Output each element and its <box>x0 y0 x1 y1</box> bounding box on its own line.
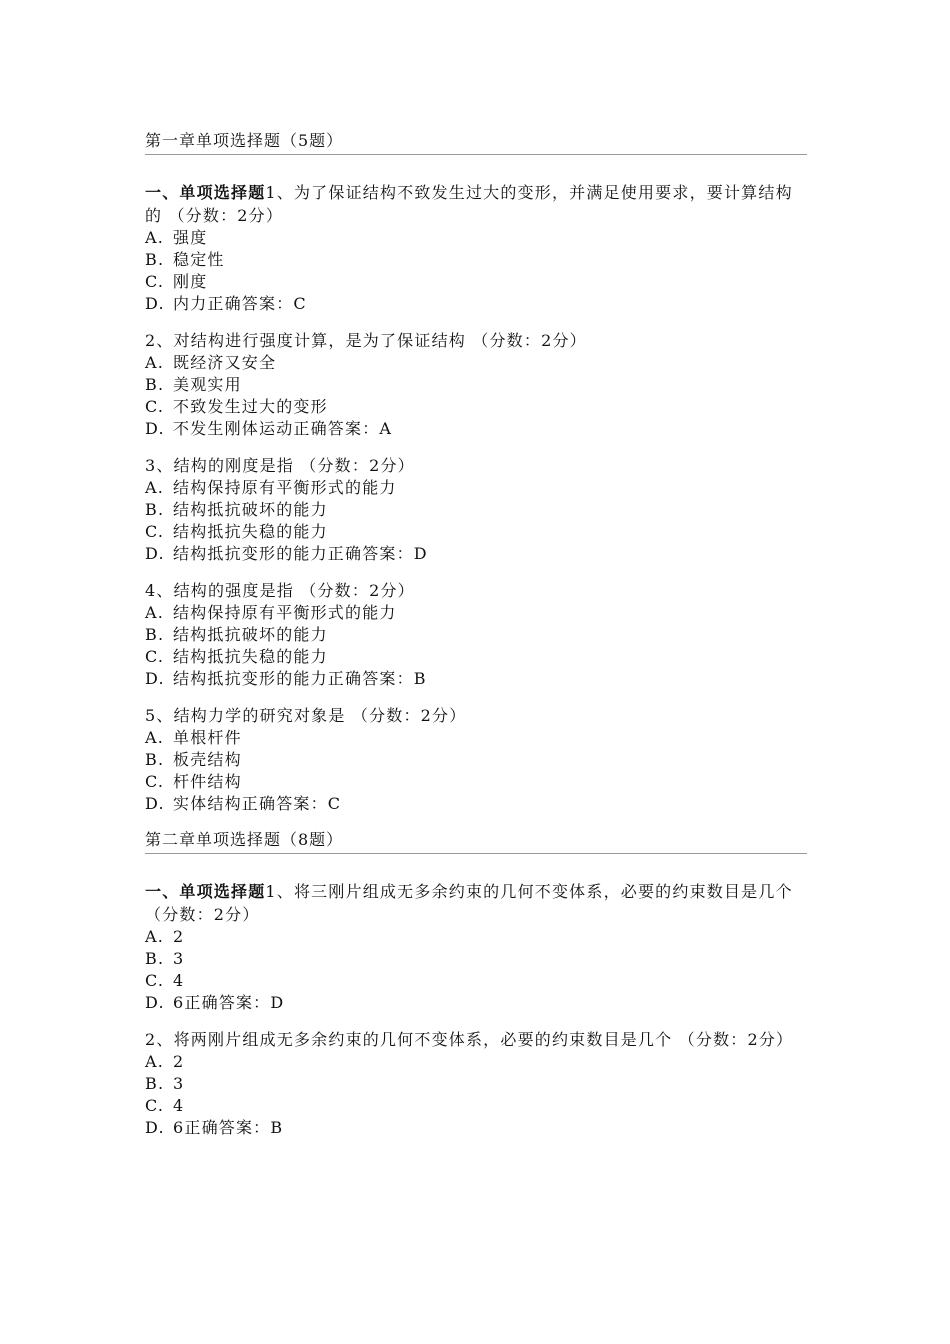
option-letter: D. <box>145 419 165 438</box>
option-letter: B. <box>145 625 165 644</box>
option-letter: A. <box>145 228 165 247</box>
option-text: 结构抵抗变形的能力正确答案：B <box>173 669 427 688</box>
option-b <box>145 749 807 771</box>
chapter-2-title: 第二章单项选择题（8题） <box>145 829 807 854</box>
option-b <box>145 624 807 646</box>
question-block <box>145 880 807 1014</box>
option-b <box>145 374 807 396</box>
option-c <box>145 771 807 793</box>
option-text: 美观实用 <box>173 375 242 394</box>
option-text: 不发生刚体运动正确答案：A <box>173 419 393 438</box>
option-letter: A. <box>145 353 165 372</box>
option-text: 杆件结构 <box>173 772 242 791</box>
option-text: 结构保持原有平衡形式的能力 <box>173 603 397 622</box>
option-text: 6正确答案：B <box>173 1118 284 1137</box>
option-text: 结构抵抗失稳的能力 <box>173 647 328 666</box>
option-letter: C. <box>145 647 165 666</box>
option-text: 结构抵抗破坏的能力 <box>173 625 328 644</box>
option-text: 刚度 <box>173 272 208 291</box>
question-stem: 2、将两刚片组成无多余约束的几何不变体系，必要的约束数目是几个 （分数：2分） <box>145 1030 794 1049</box>
question-block <box>145 1028 807 1139</box>
question-block <box>145 329 807 440</box>
question-stem: 3、结构的刚度是指 （分数：2分） <box>145 456 415 475</box>
option-letter: A. <box>145 927 165 946</box>
question-block <box>145 704 807 815</box>
option-letter: B. <box>145 1074 165 1093</box>
question-block <box>145 454 807 565</box>
option-c <box>145 970 807 992</box>
option-letter: B. <box>145 375 165 394</box>
option-letter: D. <box>145 669 165 688</box>
option-text: 结构保持原有平衡形式的能力 <box>173 478 397 497</box>
question-block <box>145 579 807 690</box>
option-d <box>145 793 807 815</box>
option-letter: D. <box>145 794 165 813</box>
option-text: 2 <box>173 927 185 946</box>
option-letter: C. <box>145 397 165 416</box>
chapter-1-title: 第一章单项选择题（5题） <box>145 130 807 155</box>
option-b <box>145 948 807 970</box>
question-stem: 2、对结构进行强度计算，是为了保证结构 （分数：2分） <box>145 331 587 350</box>
option-letter: A. <box>145 728 165 747</box>
option-text: 强度 <box>173 228 208 247</box>
option-a <box>145 1051 807 1073</box>
option-c <box>145 271 807 293</box>
question-stem: 5、结构力学的研究对象是 （分数：2分） <box>145 706 467 725</box>
option-a <box>145 227 807 249</box>
option-text: 实体结构正确答案：C <box>173 794 342 813</box>
option-text: 内力正确答案：C <box>173 294 307 313</box>
option-letter: A. <box>145 603 165 622</box>
option-a <box>145 926 807 948</box>
option-letter: D. <box>145 544 165 563</box>
option-letter: B. <box>145 250 165 269</box>
option-letter: B. <box>145 750 165 769</box>
question-stem: 1、将三刚片组成无多余约束的几何不变体系，必要的约束数目是几个 （分数：2分） <box>145 882 793 924</box>
option-c <box>145 521 807 543</box>
option-a <box>145 352 807 374</box>
option-letter: A. <box>145 478 165 497</box>
option-text: 结构抵抗破坏的能力 <box>173 500 328 519</box>
option-text: 结构抵抗变形的能力正确答案：D <box>173 544 428 563</box>
option-letter: C. <box>145 522 165 541</box>
option-b <box>145 1073 807 1095</box>
option-d <box>145 992 807 1014</box>
option-text: 2 <box>173 1052 185 1071</box>
option-text: 4 <box>173 971 185 990</box>
option-text: 结构抵抗失稳的能力 <box>173 522 328 541</box>
option-letter: B. <box>145 949 165 968</box>
option-text: 板壳结构 <box>173 750 242 769</box>
option-text: 6正确答案：D <box>173 993 285 1012</box>
option-text: 不致发生过大的变形 <box>173 397 328 416</box>
question-stem: 4、结构的强度是指 （分数：2分） <box>145 581 415 600</box>
option-letter: B. <box>145 500 165 519</box>
option-a <box>145 727 807 749</box>
option-d <box>145 418 807 440</box>
option-text: 3 <box>173 1074 185 1093</box>
option-letter: D. <box>145 993 165 1012</box>
option-letter: D. <box>145 1118 165 1137</box>
option-text: 既经济又安全 <box>173 353 277 372</box>
section-label: 一、单项选择题 <box>145 882 266 901</box>
option-a <box>145 477 807 499</box>
option-d <box>145 543 807 565</box>
option-text: 稳定性 <box>173 250 225 269</box>
option-a <box>145 602 807 624</box>
option-d <box>145 293 807 315</box>
option-c <box>145 646 807 668</box>
question-stem: 1、为了保证结构不致发生过大的变形，并满足使用要求，要计算结构的 （分数：2分） <box>145 183 793 225</box>
option-letter: C. <box>145 272 165 291</box>
option-d <box>145 668 807 690</box>
document-page <box>145 130 807 1153</box>
option-c <box>145 1095 807 1117</box>
option-b <box>145 249 807 271</box>
option-text: 4 <box>173 1096 185 1115</box>
option-letter: C. <box>145 1096 165 1115</box>
option-text: 单根杆件 <box>173 728 242 747</box>
question-block <box>145 181 807 315</box>
option-letter: A. <box>145 1052 165 1071</box>
option-text: 3 <box>173 949 185 968</box>
option-c <box>145 396 807 418</box>
option-b <box>145 499 807 521</box>
option-letter: D. <box>145 294 165 313</box>
section-label: 一、单项选择题 <box>145 183 266 202</box>
option-letter: C. <box>145 971 165 990</box>
option-letter: C. <box>145 772 165 791</box>
option-d <box>145 1117 807 1139</box>
